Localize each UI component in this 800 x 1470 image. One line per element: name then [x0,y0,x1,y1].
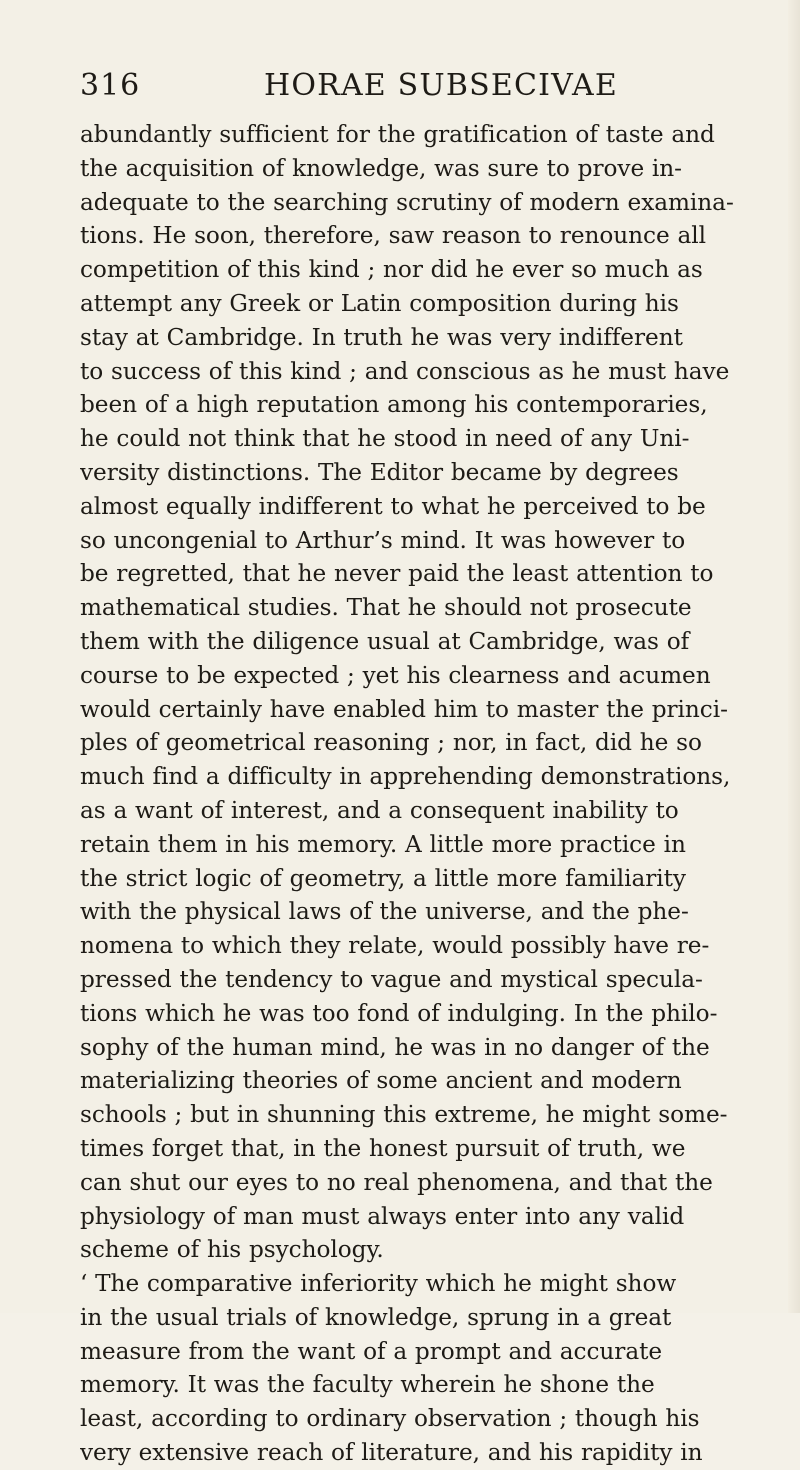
text-line: sophy of the human mind, he was in no danger of the [80,1033,710,1061]
text-line: competition of this kind ; nor did he ever so much as [80,256,703,284]
text-line: times forget that, in the honest pursuit of truth, we [80,1134,686,1162]
text-line: the acquisition of knowledge, was sure to prove in- [80,154,682,182]
text-line: been of a high reputation among his contemporaries, [80,391,708,419]
text-line: scheme of his psychology. [80,1236,384,1264]
text-line: materializing theories of some ancient and modern [80,1067,682,1095]
text-line: as a want of interest, and a consequent inability to [80,796,679,824]
text-line: he could not think that he stood in need of any Uni- [80,425,690,453]
page-header [80,68,773,108]
text-line: attempt any Greek or Latin composition during his [80,289,679,317]
page-edge [788,0,800,1313]
text-line: be regretted, that he never paid the least attention to [80,560,714,588]
text-line: with the physical laws of the universe, and the phe- [80,898,689,926]
text-line: tions. He soon, therefore, saw reason to renounce all [80,222,706,250]
text-line: the strict logic of geometry, a little more familiarity [80,864,686,892]
text-line: much find a difficulty in apprehending demonstrations, [80,763,731,791]
text-line: in the usual trials of knowledge, sprung in a great [80,1303,672,1331]
text-line: would certainly have enabled him to master the princi- [80,695,728,723]
running-head: HORAE SUBSECIVAE [264,68,618,103]
text-line: so uncongenial to Arthur’s mind. It was however to [80,526,686,554]
text-line: pressed the tendency to vague and mystical specula- [80,965,703,993]
text-line: course to be expected ; yet his clearness and acumen [80,661,711,689]
body-text [80,118,773,1470]
text-line: least, according to ordinary observation ; though his [80,1405,700,1433]
page-number: 316 [80,68,141,103]
text-line: ‘ The comparative inferiority which he might show [80,1270,677,1298]
text-line: ples of geometrical reasoning ; nor, in fact, did he so [80,729,702,757]
text-line: can shut our eyes to no real phenomena, and that the [80,1168,713,1196]
text-line: them with the diligence usual at Cambridge, was of [80,627,690,655]
text-line: stay at Cambridge. In truth he was very indifferent [80,323,683,351]
text-line: to success of this kind ; and conscious as he must have [80,357,730,385]
text-line: very extensive reach of literature, and his rapidity in [80,1439,703,1467]
text-line: adequate to the searching scrutiny of modern examina- [80,188,734,216]
text-line: physiology of man must always enter into any valid [80,1202,685,1230]
text-line: abundantly sufficient for the gratification of taste and [80,121,715,148]
text-line: measure from the want of a prompt and accurate [80,1337,663,1365]
text-line: memory. It was the faculty wherein he shone the [80,1371,655,1399]
text-line: schools ; but in shunning this extreme, he might some- [80,1101,728,1129]
text-line: versity distinctions. The Editor became by degrees [80,458,679,486]
text-line: nomena to which they relate, would possibly have re- [80,932,710,960]
text-line: almost equally indifferent to what he perceived to be [80,492,706,520]
text-line: tions which he was too fond of indulging. In the philo- [80,999,718,1027]
text-line: mathematical studies. That he should not prosecute [80,594,692,622]
text-line: retain them in his memory. A little more practice in [80,830,686,858]
